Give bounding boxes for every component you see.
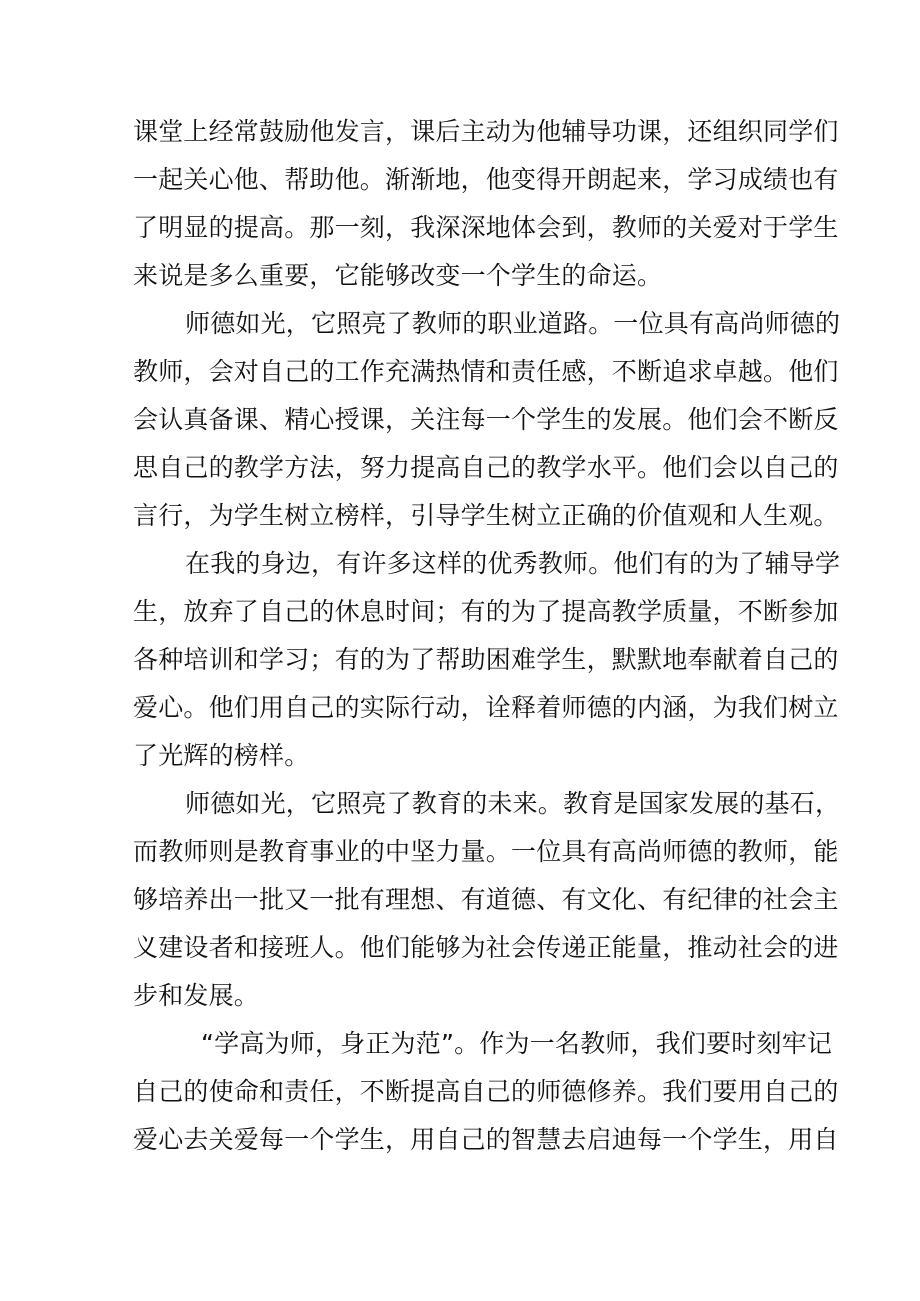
text-line: 爱心。他们用自己的实际行动，诠释着师德的内涵，为我们树立 <box>133 693 839 722</box>
text-line: 在我的身边，有许多这样的优秀教师。他们有的为了辅导学 <box>185 549 841 578</box>
text-line: 各种培训和学习；有的为了帮助困难学生，默默地奉献着自己的 <box>133 645 839 674</box>
text-line: 来说是多么重要，它能够改变一个学生的命运。 <box>133 261 663 290</box>
text-line: 会认真备课、精心授课，关注每一个学生的发展。他们会不断反 <box>133 405 839 434</box>
text-line: 爱心去关爱每一个学生，用自己的智慧去启迪每一个学生，用自 <box>133 1125 839 1154</box>
text-line: 了明显的提高。那一刻，我深深地体会到，教师的关爱对于学生 <box>133 213 839 242</box>
text-line: 生，放弃了自己的休息时间；有的为了提高教学质量，不断参加 <box>133 597 839 626</box>
text-line: 课堂上经常鼓励他发言，课后主动为他辅导功课，还组织同学们 <box>133 117 839 146</box>
text-line: 了光辉的榜样。 <box>133 741 310 770</box>
text-line: 思自己的教学方法，努力提高自己的教学水平。他们会以自己的 <box>133 453 839 482</box>
text-line: 义建设者和接班人。他们能够为社会传递正能量，推动社会的进 <box>133 933 839 962</box>
body-text <box>133 108 841 1164</box>
text-line: 够培养出一批又一批有理想、有道德、有文化、有纪律的社会主 <box>133 885 839 914</box>
text-line: 师德如光，它照亮了教育的未来。教育是国家发展的基石， <box>185 789 841 818</box>
text-line: 言行，为学生树立榜样，引导学生树立正确的价值观和人生观。 <box>133 501 839 530</box>
text-line: “学高为师，身正为范”。作为一名教师，我们要时刻牢记 <box>201 1029 833 1058</box>
text-line: 而教师则是教育事业的中坚力量。一位具有高尚师德的教师，能 <box>133 837 839 866</box>
text-line: 一起关心他、帮助他。渐渐地，他变得开朗起来，学习成绩也有 <box>133 165 839 194</box>
text-line: 教师，会对自己的工作充满热情和责任感，不断追求卓越。他们 <box>133 357 839 386</box>
text-line: 步和发展。 <box>133 981 260 1010</box>
text-line: 自己的使命和责任，不断提高自己的师德修养。我们要用自己的 <box>133 1077 839 1106</box>
text-line: 师德如光，它照亮了教师的职业道路。一位具有高尚师德的 <box>185 309 841 338</box>
